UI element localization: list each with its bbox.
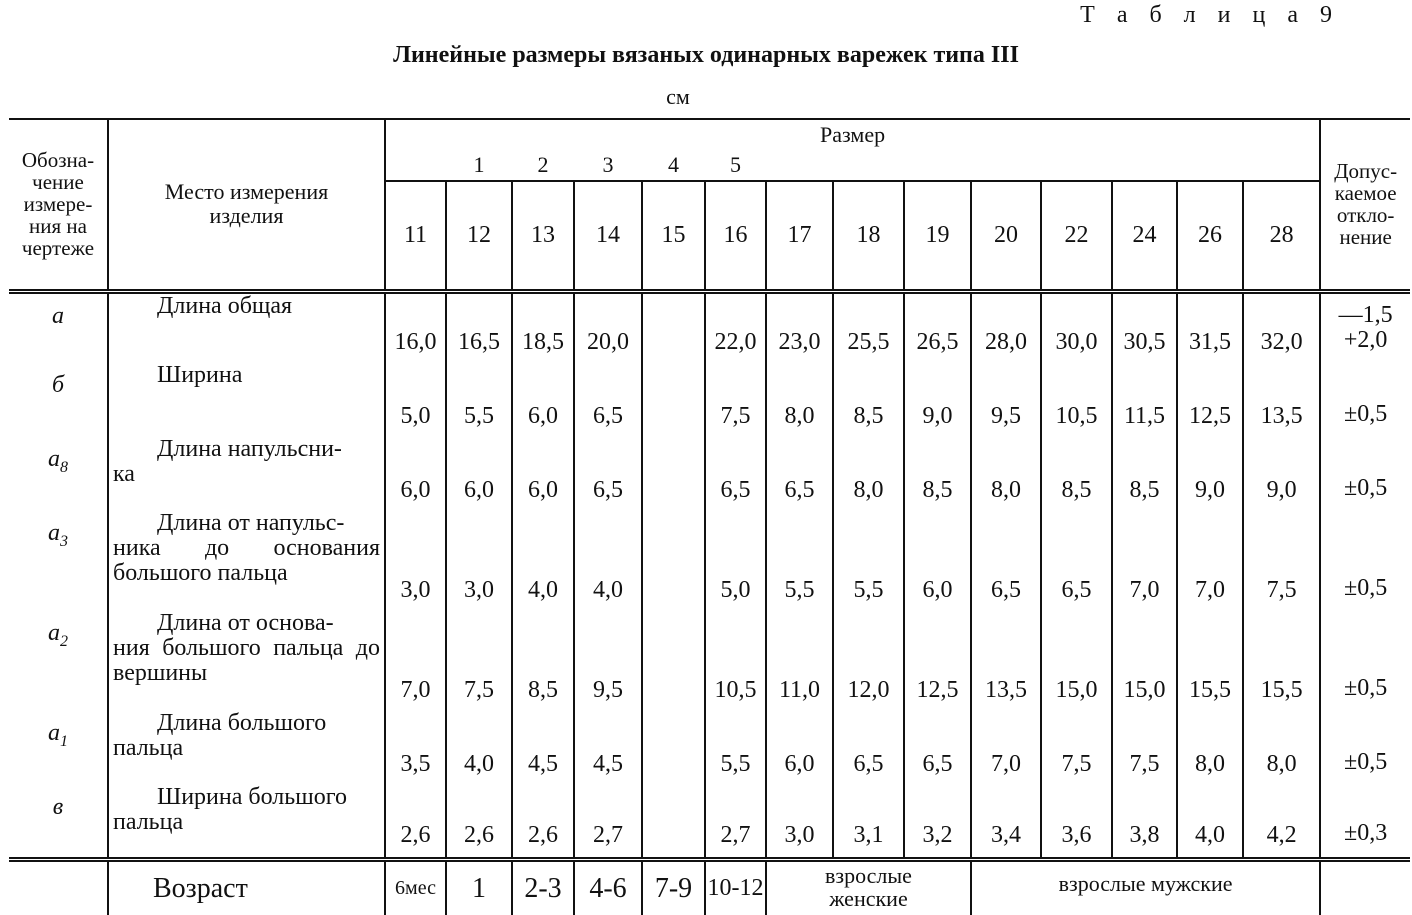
value-cell: 11,0 — [766, 611, 833, 711]
size-column-header: 19 — [904, 181, 971, 291]
value-cell: 12,5 — [1177, 363, 1243, 437]
measurement-mark — [9, 711, 108, 785]
value-cell: 6,0 — [446, 437, 512, 511]
value-cell: 9,5 — [574, 611, 642, 711]
value-cell: 4,0 — [512, 511, 574, 611]
value-cell: 26,5 — [904, 291, 971, 363]
place-first-line: Длина напульсни- — [157, 436, 342, 462]
age-label: Возраст — [108, 859, 385, 915]
value-cell: 3,2 — [904, 785, 971, 859]
size-column-header: 24 — [1112, 181, 1177, 291]
mark-subscript: 3 — [60, 532, 68, 550]
tolerance-cell: ±0,3 — [1320, 785, 1410, 859]
tolerance-cell: ±0,5 — [1344, 674, 1388, 701]
value-cell: 7,5 — [1112, 711, 1177, 785]
size-column-header: 15 — [642, 181, 705, 291]
value-cell: 15,0 — [1112, 611, 1177, 711]
value-cell: 13,5 — [971, 611, 1041, 711]
size-column-header: 17 — [766, 181, 833, 291]
value-cell: 6,5 — [574, 437, 642, 511]
value-cell: 16,0 — [385, 291, 446, 363]
value-cell: 3,6 — [1041, 785, 1112, 859]
place-first-line: Ширина — [157, 362, 243, 388]
unit-label: см — [666, 84, 690, 109]
table-row — [9, 785, 1410, 859]
value-cell: 7,0 — [971, 711, 1041, 785]
measurement-place — [108, 611, 385, 711]
value-cell: 2,6 — [385, 785, 446, 859]
value-cell: 4,5 — [574, 711, 642, 785]
value-cell: 9,0 — [904, 363, 971, 437]
tolerance-cell: —1,5 +2,0 — [1338, 301, 1393, 353]
value-cell: 10,5 — [1041, 363, 1112, 437]
mark-subscript: 2 — [60, 632, 68, 650]
table-row — [9, 511, 1410, 611]
value-cell: 5,0 — [705, 511, 766, 611]
value-cell: 6,5 — [705, 437, 766, 511]
place-continuation: ника до основания большого пальца — [113, 535, 380, 587]
value-cell: 31,5 — [1177, 291, 1243, 363]
value-cell: 6,0 — [512, 363, 574, 437]
measurement-mark — [9, 785, 108, 859]
value-cell: 7,5 — [446, 611, 512, 711]
table-row — [9, 363, 1410, 437]
mark-letter: а — [48, 520, 60, 546]
size-number: 1 — [473, 151, 485, 177]
size-column-header: 13 — [512, 181, 574, 291]
value-cell: 25,5 — [833, 291, 904, 363]
value-cell — [642, 363, 705, 437]
value-cell: 8,5 — [833, 363, 904, 437]
value-cell — [642, 437, 705, 511]
value-cell: 2,7 — [574, 785, 642, 859]
value-cell — [642, 511, 705, 611]
value-cell: 3,8 — [1112, 785, 1177, 859]
header-tolerance: Допус- каемое откло- нение — [1320, 119, 1410, 291]
measurement-mark — [9, 291, 108, 363]
value-cell: 8,0 — [971, 437, 1041, 511]
value-cell: 20,0 — [574, 291, 642, 363]
tolerance-cell: ±0,5 — [1344, 474, 1388, 501]
header-size: Размер — [385, 119, 1320, 149]
measurement-mark — [9, 511, 108, 611]
size-number: 5 — [730, 151, 741, 177]
value-cell: 8,0 — [1177, 711, 1243, 785]
value-cell: 10,5 — [705, 611, 766, 711]
value-cell: 3,0 — [446, 511, 512, 611]
measurement-place — [108, 291, 385, 363]
size-column-header: 16 — [705, 181, 766, 291]
mark-letter: в — [52, 794, 64, 820]
size-column-header: 18 — [833, 181, 904, 291]
value-cell: 32,0 — [1243, 291, 1320, 363]
value-cell: 15,0 — [1041, 611, 1112, 711]
value-cell: 6,5 — [1041, 511, 1112, 611]
value-cell: 3,5 — [385, 711, 446, 785]
value-cell: 7,5 — [1041, 711, 1112, 785]
value-cell — [642, 291, 705, 363]
value-cell: 12,0 — [833, 611, 904, 711]
value-cell: 7,0 — [1177, 511, 1243, 611]
value-cell: 2,6 — [512, 785, 574, 859]
value-cell: 4,0 — [574, 511, 642, 611]
measurement-place — [108, 711, 385, 785]
measurement-place — [108, 437, 385, 511]
tolerance-cell: ±0,5 — [1344, 574, 1388, 601]
measurement-mark — [9, 437, 108, 511]
value-cell: 6,5 — [904, 711, 971, 785]
mark-subscript: 1 — [60, 732, 68, 750]
size-column-header: 14 — [574, 181, 642, 291]
mark-letter: а — [48, 620, 60, 646]
value-cell: 3,0 — [766, 785, 833, 859]
place-first-line: Длина от напульс- — [157, 510, 345, 536]
size-column-header: 22 — [1041, 181, 1112, 291]
value-cell — [642, 785, 705, 859]
value-cell: 7,0 — [1112, 511, 1177, 611]
table-row — [9, 711, 1410, 785]
value-cell: 7,5 — [705, 363, 766, 437]
age-cell: 7-9 — [642, 859, 705, 915]
value-cell: 8,0 — [1243, 711, 1320, 785]
place-continuation: ния большого пальца до вершины — [113, 635, 380, 687]
value-cell: 6,5 — [971, 511, 1041, 611]
age-women: взрослые женские — [766, 859, 971, 915]
size-column-header: 20 — [971, 181, 1041, 291]
mark-letter: а — [52, 302, 64, 329]
value-cell: 23,0 — [766, 291, 833, 363]
value-cell: 6,5 — [766, 437, 833, 511]
value-cell — [642, 711, 705, 785]
value-cell: 8,0 — [766, 363, 833, 437]
value-cell: 5,0 — [385, 363, 446, 437]
size-column-header: 12 — [446, 181, 512, 291]
value-cell: 6,5 — [574, 363, 642, 437]
place-first-line: Длина от основа- — [157, 610, 334, 636]
value-cell: 4,0 — [446, 711, 512, 785]
age-cell: 2-3 — [512, 859, 574, 915]
measurement-mark — [9, 611, 108, 711]
age-cell: 4-6 — [574, 859, 642, 915]
measurement-place — [108, 363, 385, 437]
size-column-header: 28 — [1243, 181, 1320, 291]
tolerance-cell: ±0,5 — [1344, 748, 1388, 775]
value-cell: 9,0 — [1243, 437, 1320, 511]
mark-letter: б — [51, 372, 65, 398]
value-cell: 5,5 — [446, 363, 512, 437]
value-cell: 9,5 — [971, 363, 1041, 437]
age-cell: 10-12 — [705, 859, 766, 915]
value-cell: 5,5 — [833, 511, 904, 611]
place-first-line: Длина большого — [157, 710, 327, 736]
value-cell: 12,5 — [904, 611, 971, 711]
place-continuation: ка — [113, 461, 135, 488]
value-cell: 4,5 — [512, 711, 574, 785]
value-cell: 15,5 — [1243, 611, 1320, 711]
value-cell: 8,5 — [512, 611, 574, 711]
value-cell: 11,5 — [1112, 363, 1177, 437]
value-cell: 7,5 — [1243, 511, 1320, 611]
mark-subscript: 8 — [60, 458, 68, 476]
size-column-header: 26 — [1177, 181, 1243, 291]
value-cell: 16,5 — [446, 291, 512, 363]
value-cell: 15,5 — [1177, 611, 1243, 711]
value-cell: 30,0 — [1041, 291, 1112, 363]
measurement-place — [108, 785, 385, 859]
size-number: 4 — [668, 151, 679, 177]
table-row — [9, 291, 1410, 363]
value-cell: 6,0 — [385, 437, 446, 511]
value-cell: 9,0 — [1177, 437, 1243, 511]
value-cell: 6,5 — [833, 711, 904, 785]
table-title: Линейные размеры вязаных одинарных варежек типа III — [393, 42, 1019, 68]
value-cell: 18,5 — [512, 291, 574, 363]
value-cell: 22,0 — [705, 291, 766, 363]
value-cell: 6,0 — [766, 711, 833, 785]
place-first-line: Длина общая — [157, 292, 293, 319]
value-cell: 30,5 — [1112, 291, 1177, 363]
value-cell: 8,5 — [1041, 437, 1112, 511]
place-first-line: Ширина большого — [157, 784, 347, 810]
value-cell — [642, 611, 705, 711]
value-cell: 8,5 — [904, 437, 971, 511]
place-continuation: пальца — [113, 735, 184, 762]
value-cell: 7,0 — [385, 611, 446, 711]
header-designation: Обозна- чение измере- ния на чертеже — [9, 119, 108, 291]
value-cell: 2,6 — [446, 785, 512, 859]
value-cell: 3,0 — [385, 511, 446, 611]
value-cell: 8,5 — [1112, 437, 1177, 511]
size-column-header: 11 — [385, 181, 446, 291]
value-cell: 8,0 — [833, 437, 904, 511]
size-number: 3 — [602, 151, 614, 177]
value-cell: 5,5 — [705, 711, 766, 785]
table-row — [9, 611, 1410, 711]
tolerance-cell: ±0,5 — [1344, 400, 1388, 427]
measurement-place — [108, 511, 385, 611]
value-cell: 2,7 — [705, 785, 766, 859]
age-cell: 6мес — [385, 859, 446, 915]
value-cell: 28,0 — [971, 291, 1041, 363]
value-cell: 13,5 — [1243, 363, 1320, 437]
value-cell: 4,0 — [1177, 785, 1243, 859]
table-row — [9, 437, 1410, 511]
mark-letter: а — [48, 720, 60, 746]
age-men: взрослые мужские — [971, 859, 1320, 915]
table-caption: Т а б л и ц а 9 — [1080, 2, 1340, 28]
value-cell: 6,0 — [904, 511, 971, 611]
value-cell: 4,2 — [1243, 785, 1320, 859]
mark-letter: а — [48, 446, 60, 472]
measurement-mark — [9, 363, 108, 437]
value-cell: 5,5 — [766, 511, 833, 611]
value-cell: 6,0 — [512, 437, 574, 511]
place-continuation: пальца — [113, 809, 184, 836]
header-place: Место измерения изделия — [108, 119, 385, 291]
size-number: 2 — [537, 151, 549, 177]
sizes-table — [9, 118, 1410, 915]
value-cell: 3,1 — [833, 785, 904, 859]
age-cell: 1 — [446, 859, 512, 915]
value-cell: 3,4 — [971, 785, 1041, 859]
